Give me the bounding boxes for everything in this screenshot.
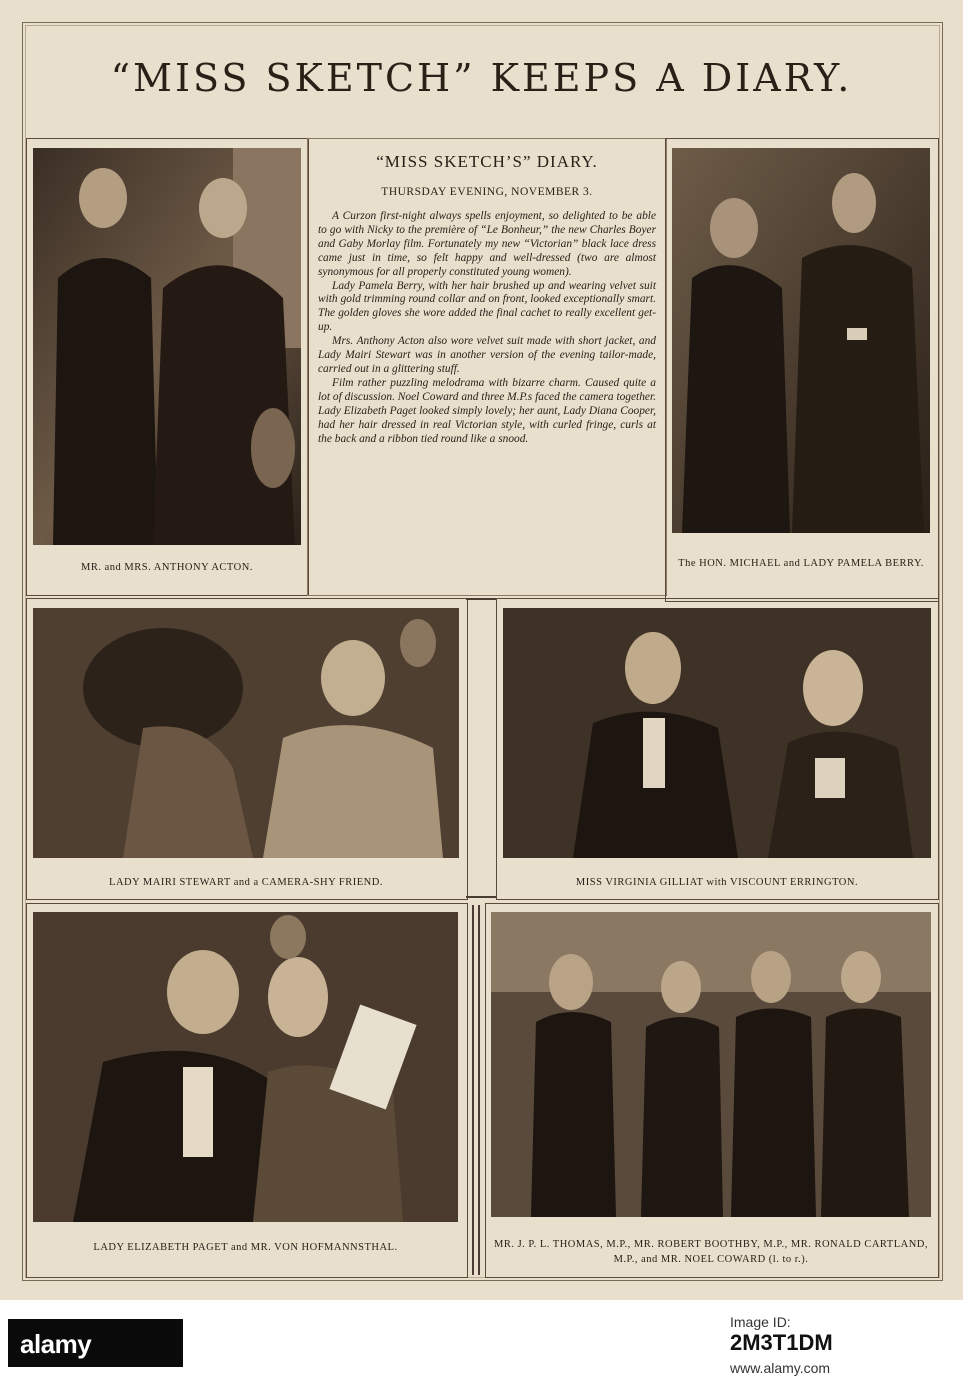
ornament-line <box>478 905 480 1275</box>
diary-heading: “MISS SKETCH’S” DIARY. <box>376 152 598 171</box>
ornament-line <box>466 896 496 898</box>
image-id-label: Image ID: <box>730 1314 791 1330</box>
berry-photo <box>672 148 930 533</box>
page-title: “MISS SKETCH” KEEPS A DIARY. <box>110 56 853 100</box>
alamy-logo-text: alamy <box>20 1329 92 1359</box>
diary-paragraph: Mrs. Anthony Acton also wore velvet suit made with short jacket, and Lady Mairi Stewart was in another version of the evening tailor-made, carried out in a glittering stuff. <box>318 335 656 375</box>
diary-date: THURSDAY EVENING, NOVEMBER 3. <box>381 186 593 198</box>
ornament-line <box>472 905 474 1275</box>
gilliat-photo <box>503 608 931 858</box>
thomas-photo <box>491 912 931 1217</box>
acton-photo <box>33 148 301 545</box>
diary-paragraph: A Curzon first-night always spells enjoyment, so delighted to be able to go with Nicky to the première of “Le Bonheur,” the new Charles Boyer and Gaby Morlay film. Fortunately my new “Victorian” black lace dress came just in time, so felt happy and well-dressed (two are almost synonymous for all properly constituted young women). <box>318 210 656 278</box>
berry-caption: The HON. MICHAEL and LADY PAMELA BERRY. <box>678 558 924 569</box>
diary-body <box>318 210 656 446</box>
stock-url: www.alamy.com <box>730 1360 831 1376</box>
paget-caption: LADY ELIZABETH PAGET and MR. VON HOFMANNSTHAL. <box>93 1242 398 1253</box>
diary-paragraph: Lady Pamela Berry, with her hair brushed up and wearing velvet suit with gold trimming round collar and on front, looked exceptionally smart. The golden gloves she wore added the final cachet to really excellent get-up. <box>318 279 656 334</box>
diary-paragraph: Film rather puzzling melodrama with bizarre charm. Caused quite a lot of discussion. Noel Coward and three M.P.s faced the camera together. Lady Elizabeth Paget looked simply lovely; her aunt, Lady Diana Cooper, had her hair dressed in real Victorian style, with curled fringe, curls at the back and a ribbon tied round like a snood. <box>318 376 656 445</box>
acton-caption: MR. and MRS. ANTHONY ACTON. <box>81 562 253 573</box>
gilliat-caption: MISS VIRGINIA GILLIAT with VISCOUNT ERRINGTON. <box>575 877 859 888</box>
stewart-photo <box>33 608 459 858</box>
ornament-line <box>466 598 496 600</box>
paget-photo <box>33 912 458 1222</box>
image-id-value: 2M3T1DM <box>730 1330 833 1355</box>
thomas-caption: MR. J. P. L. THOMAS, M.P., MR. ROBERT BOOTHBY, M.P., MR. RONALD CARTLAND, M.P., and MR. NOEL COWARD (l. to r.). <box>493 1239 929 1265</box>
image-id <box>730 1314 833 1356</box>
stewart-caption: LADY MAIRI STEWART and a CAMERA-SHY FRIEND. <box>109 877 383 888</box>
